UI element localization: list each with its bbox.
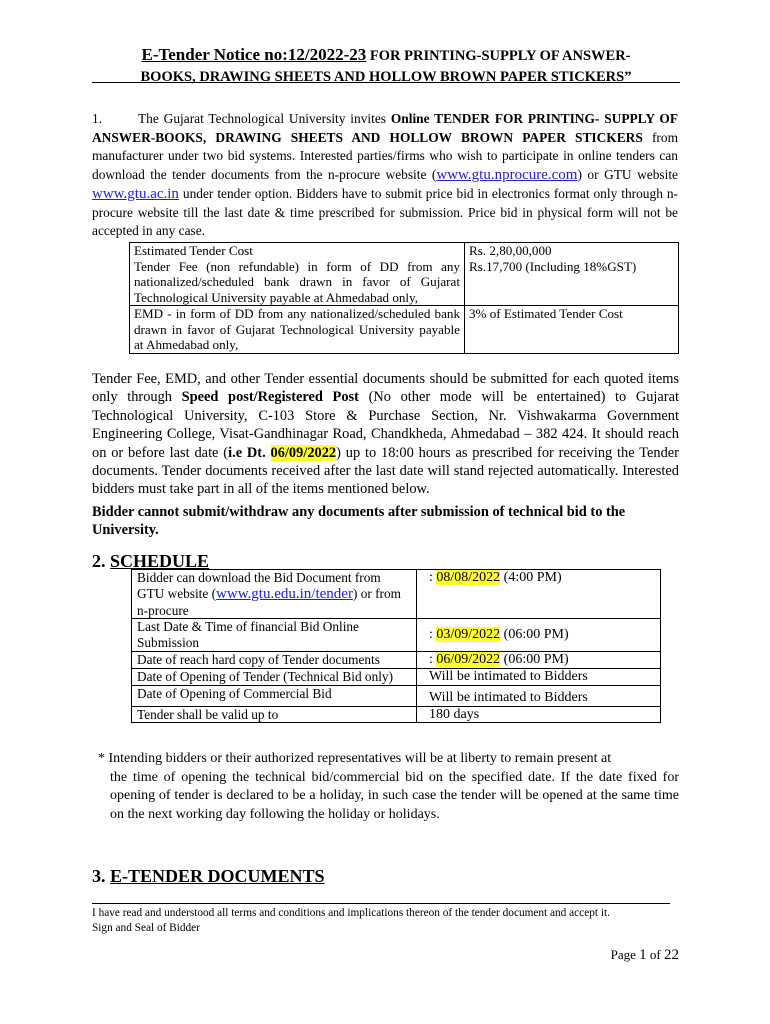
hard-copy-cell [417,651,661,668]
validity-value: 180 days [417,706,661,723]
intro-text-a: The Gujarat Technological University invites [138,111,387,126]
page-word: Page [610,947,636,962]
table-row [132,685,661,706]
last-date-highlight: 06/09/2022 [270,444,337,461]
submission-text-c: ) up to 18:00 hours as prescribed for receiving the Tender documents. Tender documents received after the last date will stand rejected automatically. Interested bidders must take part in all of the items mentioned below. [92,444,679,498]
gtu-tender-link[interactable]: www.gtu.edu.in/tender [216,585,353,602]
download-label-b: ) or from n-procure [137,585,401,618]
bid-submission-label: Last Date & Time of financial Bid Online Submission [132,619,417,652]
schedule-number: 2. [92,551,106,571]
bid-submission-date: 03/09/2022 [436,627,501,643]
sign-seal-text: Sign and Seal of Bidder [92,921,200,934]
table-row [132,570,661,619]
technical-opening-value: Will be intimated to Bidders [417,668,661,685]
intro-text-d: under tender option. Bidders have to submit price bid in electronics format only through n-procure website till the last date & time prescribed for submission. Price bid in physical form will not be accepted in any case. [92,185,678,239]
intro-text-c: ) or GTU website [577,167,678,183]
schedule-title: SCHEDULE [110,551,210,571]
technical-opening-label: Date of Opening of Tender (Technical Bid only) [132,668,417,685]
hard-copy-date: 06/09/2022 [436,651,501,667]
docs-title: E-TENDER DOCUMENTS [110,866,325,886]
title-divider [92,82,680,83]
page-of: of [649,947,661,962]
validity-label: Tender shall be valid up to [132,706,417,723]
colon: : [429,627,433,643]
note-first-line: * Intending bidders or their authorized representatives will be at liberty to remain present at [98,751,612,766]
commercial-opening-value: Will be intimated to Bidders [417,685,661,706]
footer-declaration [92,906,682,935]
intro-text-b: from manufacturer under two bid systems. Interested parties/firms who wish to participate in online tenders can download the tender documents from the n-procure website ( [92,129,678,183]
ie-dt-text: i.e Dt. [228,444,266,461]
note-rest: the time of opening the technical bid/commercial bid on the specified date. If the date fixed for opening of tender is declared to be a holiday, in such case the tender will be opened at the same time on the next working day following the holiday or holidays. [110,769,679,822]
download-label [132,570,417,619]
download-date-cell [417,570,661,619]
table-row [130,243,679,259]
emd-value: 3% of Estimated Tender Cost [465,306,679,354]
intro-paragraph [92,110,678,241]
speed-post-text: Speed post/Registered Post [181,389,359,406]
gtu-website-link[interactable]: www.gtu.ac.in [92,185,179,202]
page-number [560,947,679,964]
bid-submission-cell [417,619,661,652]
download-label-a: Bidder can download the Bid Document from GTU website ( [137,570,381,601]
colon: : [429,570,433,585]
paragraph-number: 1. [92,111,103,126]
etender-documents-heading [92,866,325,887]
notice-number: E-Tender Notice no:12/2022-23 [141,45,367,64]
opening-note [98,750,679,824]
footer-divider [92,903,670,904]
table-row [130,259,679,306]
intro-bold-title: Online TENDER FOR PRINTING- SUPPLY OF ANSWER-BOOKS, DRAWING SHEETS AND HOLLOW BROWN PAPER STICKERS [92,111,678,145]
table-row [132,706,661,723]
schedule-table [131,569,661,723]
submission-paragraph [92,370,679,499]
table-row [132,651,661,668]
page-total: 22 [664,947,679,963]
tender-cost-table [129,242,679,354]
estimated-cost-value: Rs. 2,80,00,000 [465,243,679,259]
emd-label: EMD - in form of DD from any nationalized/scheduled bank drawn in favor of Gujarat Technological University payable at Ahmedabad only, [130,306,465,354]
bid-submission-time: (06:00 PM) [503,627,569,643]
docs-number: 3. [92,866,106,886]
estimated-cost-label: Estimated Tender Cost [130,243,465,259]
table-row [130,306,679,354]
withdraw-warning: Bidder cannot submit/withdraw any documents after submission of technical bid to the University. [92,504,626,539]
submission-text-b: (No other mode will be entertained) to Gujarat Technological University, C-103 Store & Purchase Section, Nr. Vishwakarma Government Engineering College, Visat-Gandhinagar Road, Chandkheda, Ahmedabad – 382 424. It should reach on or before last date ( [92,389,679,461]
notice-subject-line2: BOOKS, DRAWING SHEETS AND HOLLOW BROWN PAPER STICKERS” [140,69,632,85]
notice-subject-line1: FOR PRINTING-SUPPLY OF ANSWER- [369,48,631,64]
hard-copy-label: Date of reach hard copy of Tender documents [132,651,417,668]
page-current: 1 [639,947,647,963]
hard-copy-time: (06:00 PM) [503,651,569,667]
nprocure-link[interactable]: www.gtu.nprocure.com [436,167,578,184]
submission-text-a: Tender Fee, EMD, and other Tender essential documents should be submitted for each quoted items only through [92,371,679,406]
download-time: (4:00 PM) [503,570,562,585]
declaration-text: I have read and understood all terms and conditions and implications thereon of the tender document and accept it. [92,907,610,919]
table-row [132,668,661,685]
table-row [132,619,661,652]
download-date: 08/08/2022 [436,570,501,585]
tender-fee-value: Rs.17,700 (Including 18%GST) [465,259,679,306]
commercial-opening-label: Date of Opening of Commercial Bid [132,685,417,706]
tender-fee-label: Tender Fee (non refundable) in form of DD from any nationalized/scheduled bank drawn in favor of Gujarat Technological University payable at Ahmedabad only, [130,259,465,306]
colon: : [429,651,433,667]
